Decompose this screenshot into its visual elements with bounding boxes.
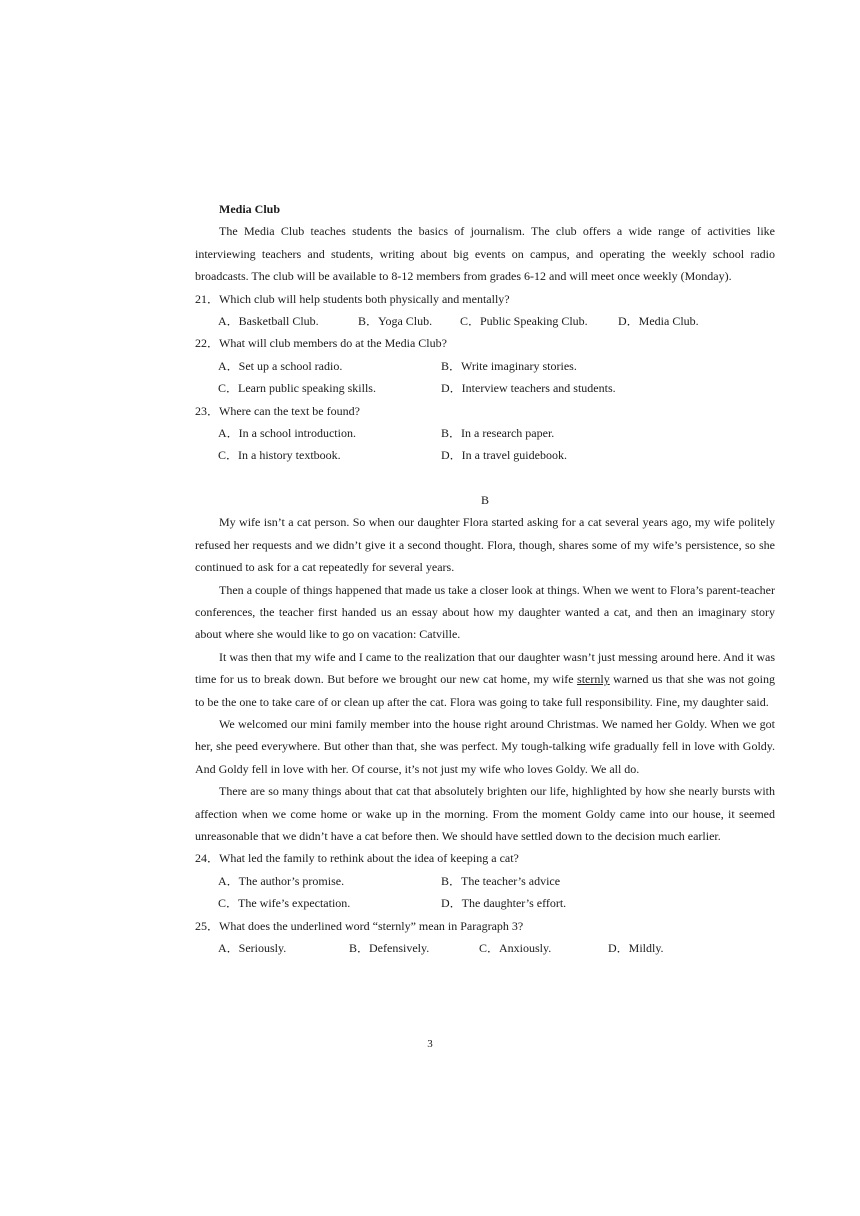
question-24 [195, 847, 775, 914]
option-b: B．Yoga Club. [358, 314, 433, 329]
question-21 [195, 288, 775, 333]
page-content [195, 198, 775, 959]
option-b: B．In a research paper. [441, 426, 555, 441]
question-stem: 22．What will club members do at the Media Club? [195, 336, 447, 351]
passage-paragraph-1: My wife isn’t a cat person. So when our daughter Flora started asking for a cat several years ago, my wife politely refused her requests and we didn’t give it a second thought. Flora, though, shares some of my wife’s persistence, so she continued to ask for a cat repeatedly for several years. [195, 515, 775, 575]
paragraph-text-before: It was then that my wife and I came to the realization that our daughter wasn’t just messing around here. And it was time for us to break down. But before we brought our new cat home, my wife [195, 649, 775, 687]
option-a: A．In a school introduction. [218, 426, 356, 441]
question-options-row-2 [195, 892, 775, 914]
option-d: D．In a travel guidebook. [441, 448, 567, 463]
question-options-row-1 [195, 870, 775, 892]
option-d: D．Media Club. [618, 314, 699, 329]
passage-paragraph-3 [195, 646, 775, 713]
paragraph-text-after: warned us that she was not going to be the one to take care of or clean up after the cat. Flora was going to take full responsibility. Fine, my daughter said. [195, 672, 776, 709]
option-c: C．Learn public speaking skills. [218, 381, 376, 396]
section-label: B [480, 492, 489, 507]
underlined-word: sternly [577, 672, 610, 687]
option-b: B．Defensively. [349, 941, 430, 955]
media-club-title: Media Club [219, 202, 281, 216]
question-options-row-1 [195, 422, 775, 444]
passage-paragraph-5: There are so many things about that cat that absolutely brighten our life, highlighted by how she nearly bursts with affection when we come home or wake up in the morning. From the moment Goldy came into our house, it seemed unreasonable that we didn’t have a cat before then. We should have settled down to the decision much earlier. [195, 784, 775, 843]
option-c: C．Anxiously. [479, 941, 552, 955]
option-b: B．The teacher’s advice [441, 873, 561, 888]
question-options [195, 310, 775, 332]
option-d: D．The daughter’s effort. [441, 896, 567, 911]
question-options-row-2 [195, 444, 775, 466]
option-b: B．Write imaginary stories. [441, 358, 577, 373]
question-stem: 24．What led the family to rethink about the idea of keeping a cat? [195, 851, 519, 866]
option-c: C．Public Speaking Club. [460, 314, 588, 329]
option-a: A．Basketball Club. [218, 314, 319, 329]
media-club-paragraph: The Media Club teaches students the basics of journalism. The club offers a wide range of activities like interviewing teachers and students, writing about big events on campus, and operating the weekly school radio broadcasts. The club will be available to 8-12 members from grades 6-12 and will meet once weekly (Monday). [195, 224, 775, 284]
option-a: A．Set up a school radio. [218, 358, 343, 373]
option-c: C．The wife’s expectation. [218, 896, 351, 911]
question-25 [195, 915, 775, 960]
question-stem: 21．Which club will help students both physically and mentally? [195, 291, 510, 306]
question-22 [195, 332, 775, 399]
question-options [195, 937, 775, 959]
question-stem: 23．Where can the text be found? [195, 403, 360, 418]
question-stem: 25．What does the underlined word “sternly” mean in Paragraph 3? [195, 918, 524, 933]
option-a: A．Seriously. [218, 941, 287, 955]
option-a: A．The author’s promise. [218, 873, 345, 888]
question-options-row-2 [195, 377, 775, 399]
page-number: 3 [427, 1038, 433, 1050]
passage-paragraph-4: We welcomed our mini family member into the house right around Christmas. We named her Goldy. When we got her, she peed everywhere. But other than that, she was perfect. My tough-talking wife gradually fell in love with Goldy. And Goldy fell in love with her. Of course, it’s not just my wife who loves Goldy. We all do. [195, 716, 775, 776]
option-c: C．In a history textbook. [218, 448, 341, 463]
passage-paragraph-2: Then a couple of things happened that made us take a closer look at things. When we went to Flora’s parent-teacher conferences, the teacher first handed us an essay about how my daughter wanted a cat, and then an imaginary story about where she would like to go on vacation: Catville. [195, 582, 775, 642]
option-d: D．Interview teachers and students. [441, 381, 616, 396]
option-d: D．Mildly. [608, 941, 664, 955]
question-23 [195, 400, 775, 467]
question-options-row-1 [195, 355, 775, 377]
